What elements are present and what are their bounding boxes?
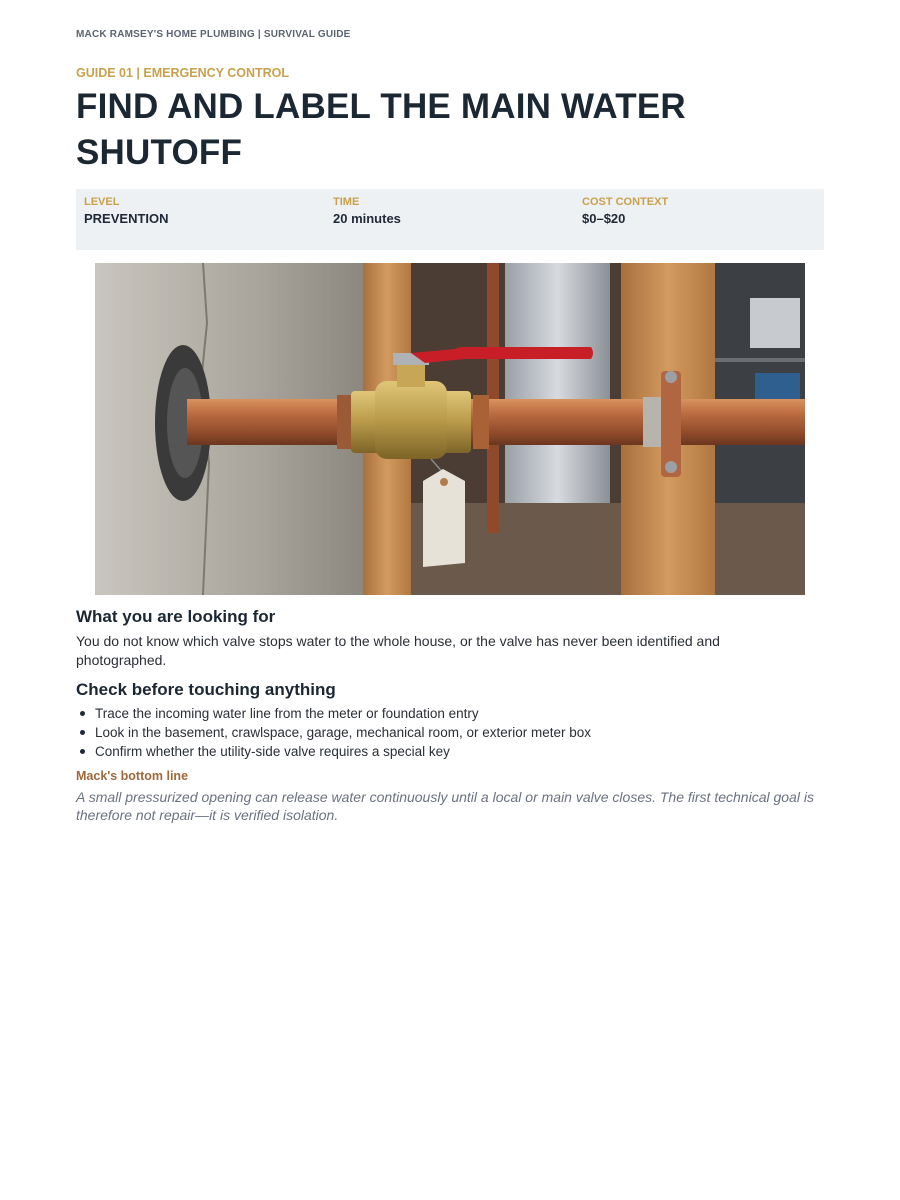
meta-time-label: TIME: [333, 196, 360, 208]
page-title: FIND AND LABEL THE MAIN WATER SHUTOFF: [76, 87, 686, 172]
looking-for-body: You do not know which valve stops water to the whole house, or the valve has never been identified and photographed.: [76, 633, 720, 668]
check-list: [76, 704, 591, 761]
shutoff-valve-photo: [95, 263, 805, 595]
meta-level-value: PREVENTION: [84, 211, 169, 226]
meta-level: [84, 196, 169, 226]
section-heading-looking-for: What you are looking for: [76, 607, 276, 626]
bottom-line-label: Mack's bottom line: [76, 769, 189, 783]
guide-kicker: GUIDE 01 | EMERGENCY CONTROL: [76, 66, 290, 80]
list-item: Trace the incoming water line from the meter or foundation entry: [76, 704, 591, 723]
meta-bar: [76, 189, 824, 250]
meta-time-value: 20 minutes: [333, 211, 401, 226]
running-header: MACK RAMSEY'S HOME PLUMBING | SURVIVAL GUIDE: [76, 29, 351, 40]
list-item: Look in the basement, crawlspace, garage, mechanical room, or exterior meter box: [76, 723, 591, 742]
meta-cost-label: COST CONTEXT: [582, 196, 669, 208]
meta-level-label: LEVEL: [84, 196, 120, 208]
list-item: Confirm whether the utility-side valve requires a special key: [76, 742, 591, 761]
bottom-line-text: A small pressurized opening can release water continuously until a local or main valve closes. The first technical goal is therefore not repair—it is verified isolation.: [76, 789, 814, 823]
meta-cost-value: $0–$20: [582, 211, 626, 226]
meta-cost: [582, 196, 668, 226]
section-heading-check-before: Check before touching anything: [76, 680, 336, 699]
meta-time: [333, 196, 401, 226]
